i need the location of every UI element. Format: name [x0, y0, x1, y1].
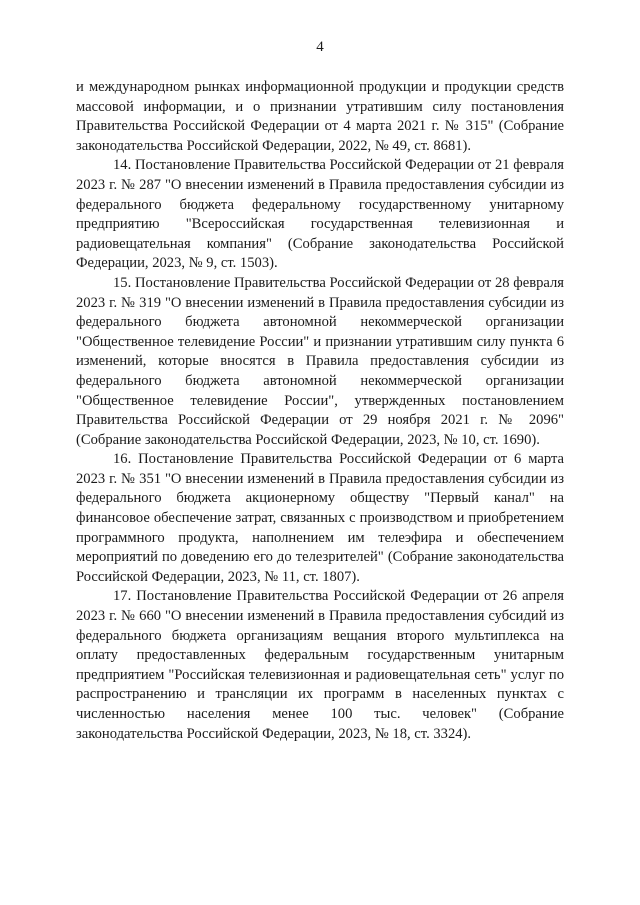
paragraph-item-15: 15. Постановление Правительства Российской Федерации от 28 февраля 2023 г. № 319 "О внесении изменений в Правила предоставления субсидии из федерального бюджета автономной некоммерческой организации "Общественное телевидение России" и признании утратившим силу пункта 6 изменений, которые вносятся в Правила предоставления субсидии из федерального бюджета автономной некоммерческой организации "Общественное телевидение России", утвержденных постановлением Правительства Российской Федерации от 29 ноября 2021 г. № 2096" (Собрание законодательства Российской Федерации, 2023, № 10, ст. 1690).	[76, 274, 564, 448]
paragraph-continuation: и международном рынках информационной продукции и продукции средств массовой информации, и о признании утратившим силу постановления Правительства Российской Федерации от 4 марта 2021 г. № 315" (Собрание законодательства Российской Федерации, 2022, № 49, ст. 8681).	[76, 79, 564, 154]
paragraph-item-17: 17. Постановление Правительства Российской Федерации от 26 апреля 2023 г. № 660 "О внесении изменений в Правила предоставления субсидий из федерального бюджета организациям вещания второго мультиплекса на оплату предоставленных федеральным государственным унитарным предприятием "Российская телевизионная и радиовещательная сеть" услуг по распространению и трансляции их программ в населенных пунктах с численностью населения менее 100 тыс. человек" (Собрание законодательства Российской Федерации, 2023, № 18, ст. 3324).	[76, 588, 564, 742]
paragraph-item-14: 14. Постановление Правительства Российской Федерации от 21 февраля 2023 г. № 287 "О внесении изменений в Правила предоставления субсидии из федерального бюджета федеральному государственному унитарному предприятию "Всероссийская государственная телевизионная и радиовещательная компания" (Собрание законодательства Российской Федерации, 2023, № 9, ст. 1503).	[76, 157, 564, 272]
paragraph-item-16: 16. Постановление Правительства Российской Федерации от 6 марта 2023 г. № 351 "О внесении изменений в Правила предоставления субсидии из федерального бюджета акционерному обществу "Первый канал" на финансовое обеспечение затрат, связанных с производством и приобретением программного продукта, наполнением им телеэфира и обеспечением мероприятий по доведению его до телезрителей" (Собрание законодательства Российской Федерации, 2023, № 11, ст. 1807).	[76, 451, 564, 585]
document-body	[76, 78, 564, 744]
page-number: 4	[316, 39, 324, 55]
